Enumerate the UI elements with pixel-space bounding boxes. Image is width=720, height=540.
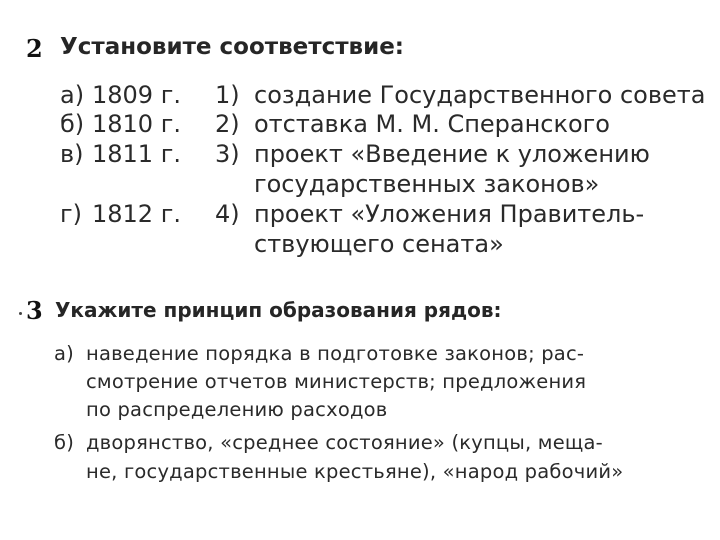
letter-c: в) [60, 140, 84, 168]
margin-dot [19, 312, 22, 315]
task-3-item-a-line-3: по распределению расходов [86, 398, 388, 421]
option-1-text: создание Государственного совета [254, 81, 706, 109]
task-2-row-d [60, 199, 700, 259]
option-2-text: отставка М. М. Сперанского [254, 110, 610, 138]
option-4-text-line-1: проект «Уложения Правитель- [254, 200, 645, 228]
option-4-text-line-2: ствующего сената» [254, 230, 504, 258]
task-2-row-c [60, 139, 700, 199]
task-3-number: 3 [26, 296, 43, 325]
task-3-item-b-line-2: не, государственные крестьяне), «народ рабочий» [86, 460, 624, 483]
task-2-row-a [60, 80, 706, 110]
task-3-item-b-line-1: дворянство, «среднее состояние» (купцы, меща- [86, 431, 603, 454]
task-2-title: Установите соответствие: [60, 34, 405, 60]
option-3-index: 3) [215, 140, 240, 168]
option-3-text-line-2: государственных законов» [254, 170, 600, 198]
task-3-item-b-letter: б) [54, 431, 75, 454]
option-1-index: 1) [215, 81, 240, 109]
letter-b: б) [60, 110, 85, 138]
year-1810: 1810 г. [92, 110, 181, 138]
option-2-index: 2) [215, 110, 240, 138]
task-3-item-a-line-2: смотрение отчетов министерств; предложения [86, 370, 587, 393]
option-3-text-line-1: проект «Введение к уложению [254, 140, 650, 168]
year-1811: 1811 г. [92, 140, 181, 168]
task-3-title: Укажите принцип образования рядов: [55, 298, 502, 322]
task-2-number: 2 [26, 34, 43, 63]
task-3-item-a-letter: а) [54, 342, 74, 365]
task-3-item-a-line-1: наведение порядка в подготовке законов; рас- [86, 342, 585, 365]
letter-a: а) [60, 81, 85, 109]
year-1812: 1812 г. [92, 200, 181, 228]
task-2-row-b [60, 109, 700, 139]
year-1809: 1809 г. [92, 81, 181, 109]
letter-d: г) [60, 200, 82, 228]
option-4-index: 4) [215, 200, 240, 228]
